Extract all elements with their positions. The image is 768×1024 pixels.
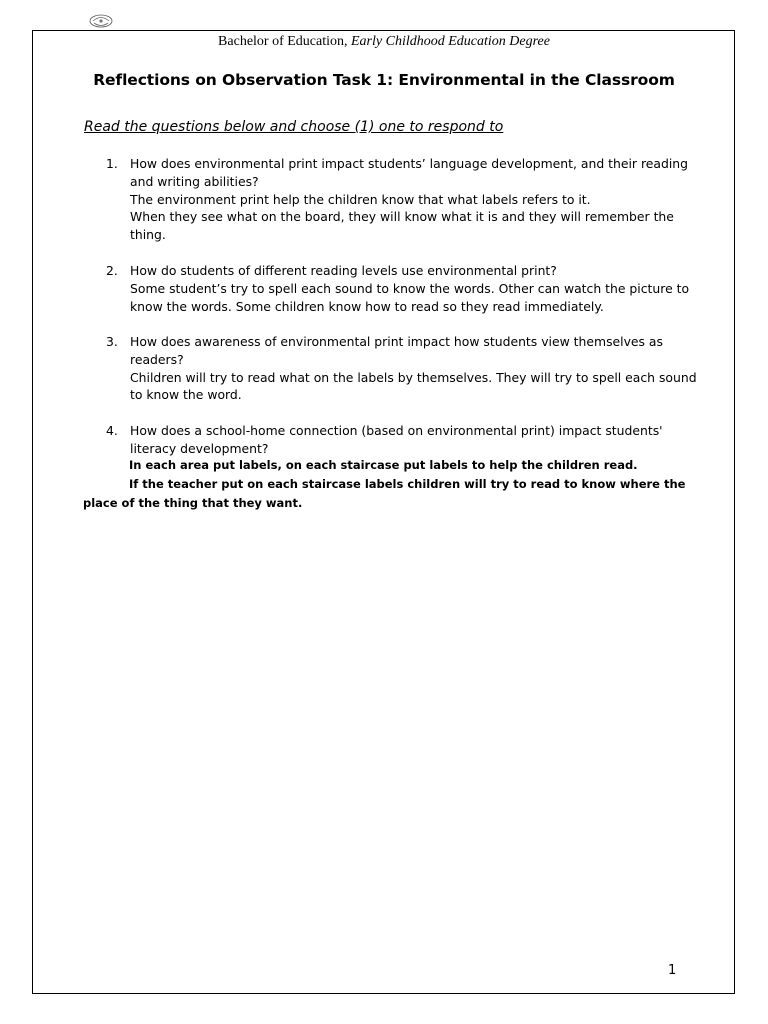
question-text: How does awareness of environmental print impact how students view themselves as readers? bbox=[130, 334, 663, 367]
answer-text: When they see what on the board, they will know what it is and they will remember the thing. bbox=[130, 209, 674, 243]
question-text: How does a school-home connection (based on environmental print) impact students' literacy development? bbox=[130, 423, 663, 456]
question-number: 3. bbox=[106, 334, 118, 349]
answer-text: Some student’s try to spell each sound to know the words. Other can watch the picture to know the words. Some children know how to read so they read immediately. bbox=[130, 280, 690, 314]
question-item-1 bbox=[106, 155, 706, 244]
question-text: How does environmental print impact students’ language development, and their reading and writing abilities? bbox=[130, 156, 689, 189]
document-header bbox=[0, 34, 768, 50]
degree-name: Early Childhood Education Degree bbox=[351, 34, 550, 49]
university-logo-icon bbox=[88, 12, 114, 30]
question-number: 2. bbox=[106, 263, 118, 278]
page-title: Reflections on Observation Task 1: Environmental in the Classroom bbox=[93, 71, 675, 89]
question-text: How do students of different reading levels use environmental print? bbox=[130, 263, 557, 278]
answer-text: The environment print help the children know that what labels refers to it. bbox=[130, 191, 591, 207]
program-name: Bachelor of Education, bbox=[218, 34, 351, 49]
answer-text-bold: If the teacher put on each staircase labels children will try to read to know where the place of the thing that they want. bbox=[83, 477, 686, 510]
question-item-3 bbox=[106, 333, 706, 404]
answer-text-bold: In each area put labels, on each staircase put labels to help the children read. bbox=[129, 458, 638, 472]
page-number: 1 bbox=[668, 963, 677, 978]
instruction-text: Read the questions below and choose (1) one to respond to bbox=[84, 119, 504, 135]
question-item-4 bbox=[106, 422, 706, 458]
answer-text: Children will try to read what on the labels by themselves. They will try to spell each sound to know the word. bbox=[130, 369, 697, 403]
question-item-2 bbox=[106, 262, 706, 315]
question-number: 4. bbox=[106, 423, 118, 438]
question-number: 1. bbox=[106, 156, 118, 171]
